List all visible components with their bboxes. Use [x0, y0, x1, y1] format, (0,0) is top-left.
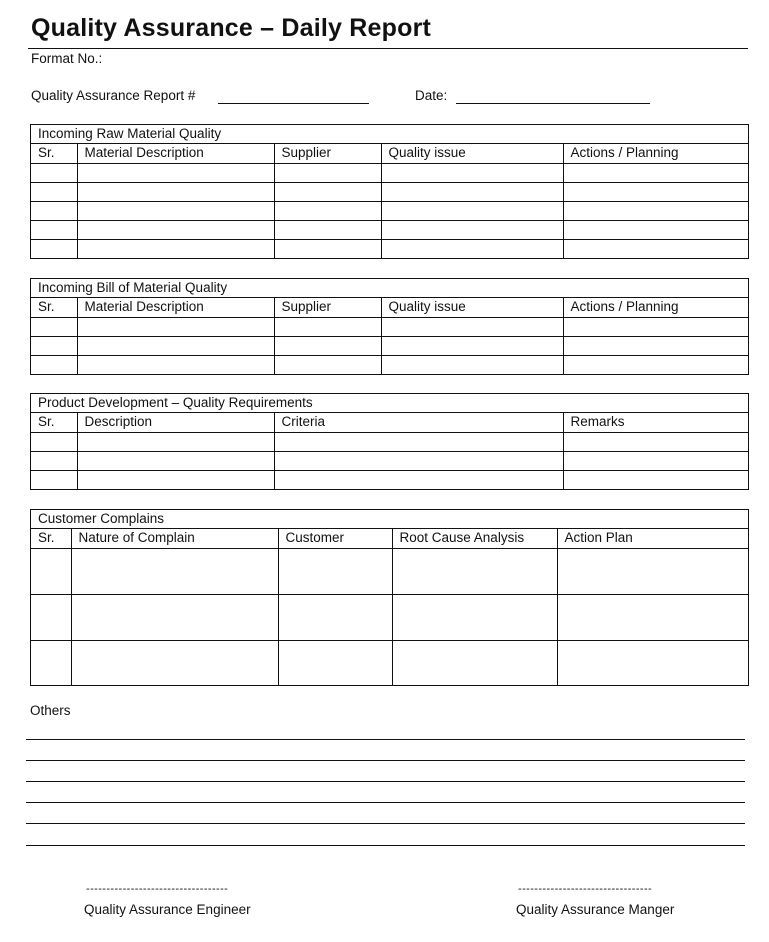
table-cell[interactable] [392, 640, 557, 685]
table-cell[interactable] [31, 317, 77, 336]
table-cell[interactable] [274, 432, 563, 451]
column-header-material-description: Material Description [77, 144, 274, 163]
others-writing-line[interactable] [26, 802, 745, 803]
table-cell[interactable] [71, 548, 278, 594]
table-header-row [31, 413, 748, 432]
table-cell[interactable] [31, 451, 77, 470]
table-cell[interactable] [77, 220, 274, 239]
table-cell[interactable] [274, 239, 381, 258]
table-cell[interactable] [381, 355, 563, 374]
table-cell[interactable] [563, 432, 748, 451]
table-row [31, 594, 748, 640]
raw-material-table [31, 144, 748, 258]
table-cell[interactable] [563, 355, 748, 374]
column-header-root-cause-analysis: Root Cause Analysis [392, 529, 557, 548]
table-cell[interactable] [278, 548, 392, 594]
table-row [31, 355, 748, 374]
bill-of-material-section [30, 278, 749, 375]
table-cell[interactable] [381, 239, 563, 258]
report-number-field[interactable] [218, 103, 369, 104]
others-label: Others [30, 703, 71, 718]
table-cell[interactable] [31, 239, 77, 258]
table-cell[interactable] [77, 163, 274, 182]
table-cell[interactable] [563, 220, 748, 239]
manager-signature-label: Quality Assurance Manger [516, 902, 675, 917]
table-cell[interactable] [557, 640, 748, 685]
table-cell[interactable] [77, 182, 274, 201]
table-cell[interactable] [31, 163, 77, 182]
table-cell[interactable] [381, 317, 563, 336]
table-row [31, 163, 748, 182]
column-header-supplier: Supplier [274, 144, 381, 163]
product-development-title: Product Development – Quality Requirements [31, 394, 748, 413]
table-cell[interactable] [31, 182, 77, 201]
title-divider [28, 48, 748, 49]
column-header-nature-of-complain: Nature of Complain [71, 529, 278, 548]
table-row [31, 201, 748, 220]
column-header-action-plan: Action Plan [557, 529, 748, 548]
page-title: Quality Assurance – Daily Report [31, 14, 432, 42]
table-cell[interactable] [392, 548, 557, 594]
date-label: Date: [415, 88, 448, 103]
table-cell[interactable] [31, 355, 77, 374]
table-cell[interactable] [71, 594, 278, 640]
table-cell[interactable] [31, 201, 77, 220]
product-development-table [31, 413, 748, 489]
format-number-label: Format No.: [31, 51, 103, 66]
table-cell[interactable] [77, 451, 274, 470]
column-header-customer: Customer [278, 529, 392, 548]
table-cell[interactable] [563, 163, 748, 182]
table-cell[interactable] [77, 432, 274, 451]
table-cell[interactable] [77, 239, 274, 258]
table-cell[interactable] [381, 163, 563, 182]
table-row [31, 548, 748, 594]
table-cell[interactable] [274, 336, 381, 355]
table-cell[interactable] [557, 594, 748, 640]
table-cell[interactable] [31, 470, 77, 489]
table-cell[interactable] [77, 336, 274, 355]
table-cell[interactable] [77, 470, 274, 489]
table-cell[interactable] [381, 220, 563, 239]
table-cell[interactable] [274, 470, 563, 489]
customer-complains-table [31, 529, 748, 685]
column-header-supplier: Supplier [274, 298, 381, 317]
table-cell[interactable] [274, 355, 381, 374]
table-cell[interactable] [274, 163, 381, 182]
table-cell[interactable] [381, 336, 563, 355]
table-row [31, 336, 748, 355]
customer-complains-title: Customer Complains [31, 510, 748, 529]
raw-material-title: Incoming Raw Material Quality [31, 125, 748, 144]
report-number-label: Quality Assurance Report # [31, 88, 196, 103]
table-row [31, 182, 748, 201]
table-cell[interactable] [278, 640, 392, 685]
column-header-sr: Sr. [31, 529, 71, 548]
table-cell[interactable] [563, 451, 748, 470]
engineer-signature-label: Quality Assurance Engineer [84, 902, 251, 917]
product-development-section [30, 393, 749, 490]
table-cell[interactable] [31, 336, 77, 355]
raw-material-section [30, 124, 749, 259]
column-header-description: Description [77, 413, 274, 432]
column-header-sr: Sr. [31, 144, 77, 163]
date-field[interactable] [456, 103, 650, 104]
table-row [31, 239, 748, 258]
engineer-signature-line[interactable]: ----------------------------------- [86, 883, 229, 895]
column-header-actions-planning: Actions / Planning [563, 298, 748, 317]
table-header-row [31, 529, 748, 548]
others-writing-line[interactable] [26, 845, 745, 846]
others-writing-line[interactable] [26, 739, 745, 740]
column-header-material-description: Material Description [77, 298, 274, 317]
column-header-sr: Sr. [31, 298, 77, 317]
table-cell[interactable] [31, 594, 71, 640]
table-cell[interactable] [77, 317, 274, 336]
table-cell[interactable] [563, 336, 748, 355]
table-cell[interactable] [274, 220, 381, 239]
table-cell[interactable] [31, 640, 71, 685]
table-cell[interactable] [563, 317, 748, 336]
manager-signature-line[interactable]: --------------------------------- [518, 883, 653, 895]
table-cell[interactable] [71, 640, 278, 685]
table-cell[interactable] [392, 594, 557, 640]
table-row [31, 220, 748, 239]
table-row [31, 451, 748, 470]
table-cell[interactable] [563, 239, 748, 258]
others-writing-line[interactable] [26, 781, 745, 782]
table-cell[interactable] [274, 451, 563, 470]
table-header-row [31, 298, 748, 317]
table-cell[interactable] [381, 201, 563, 220]
others-writing-line[interactable] [26, 823, 745, 824]
table-cell[interactable] [77, 355, 274, 374]
column-header-sr: Sr. [31, 413, 77, 432]
table-cell[interactable] [274, 182, 381, 201]
table-cell[interactable] [278, 594, 392, 640]
table-cell[interactable] [31, 548, 71, 594]
table-cell[interactable] [563, 182, 748, 201]
table-row [31, 470, 748, 489]
table-row [31, 317, 748, 336]
table-cell[interactable] [274, 317, 381, 336]
table-row [31, 640, 748, 685]
column-header-quality-issue: Quality issue [381, 298, 563, 317]
table-cell[interactable] [381, 182, 563, 201]
table-header-row [31, 144, 748, 163]
table-row [31, 432, 748, 451]
bill-of-material-table [31, 298, 748, 374]
customer-complains-section [30, 509, 749, 686]
column-header-remarks: Remarks [563, 413, 748, 432]
others-writing-line[interactable] [26, 760, 745, 761]
table-cell[interactable] [557, 548, 748, 594]
column-header-criteria: Criteria [274, 413, 563, 432]
bill-of-material-title: Incoming Bill of Material Quality [31, 279, 748, 298]
table-cell[interactable] [31, 220, 77, 239]
table-cell[interactable] [563, 470, 748, 489]
table-cell[interactable] [274, 201, 381, 220]
table-cell[interactable] [31, 432, 77, 451]
column-header-actions-planning: Actions / Planning [563, 144, 748, 163]
column-header-quality-issue: Quality issue [381, 144, 563, 163]
table-cell[interactable] [77, 201, 274, 220]
table-cell[interactable] [563, 201, 748, 220]
